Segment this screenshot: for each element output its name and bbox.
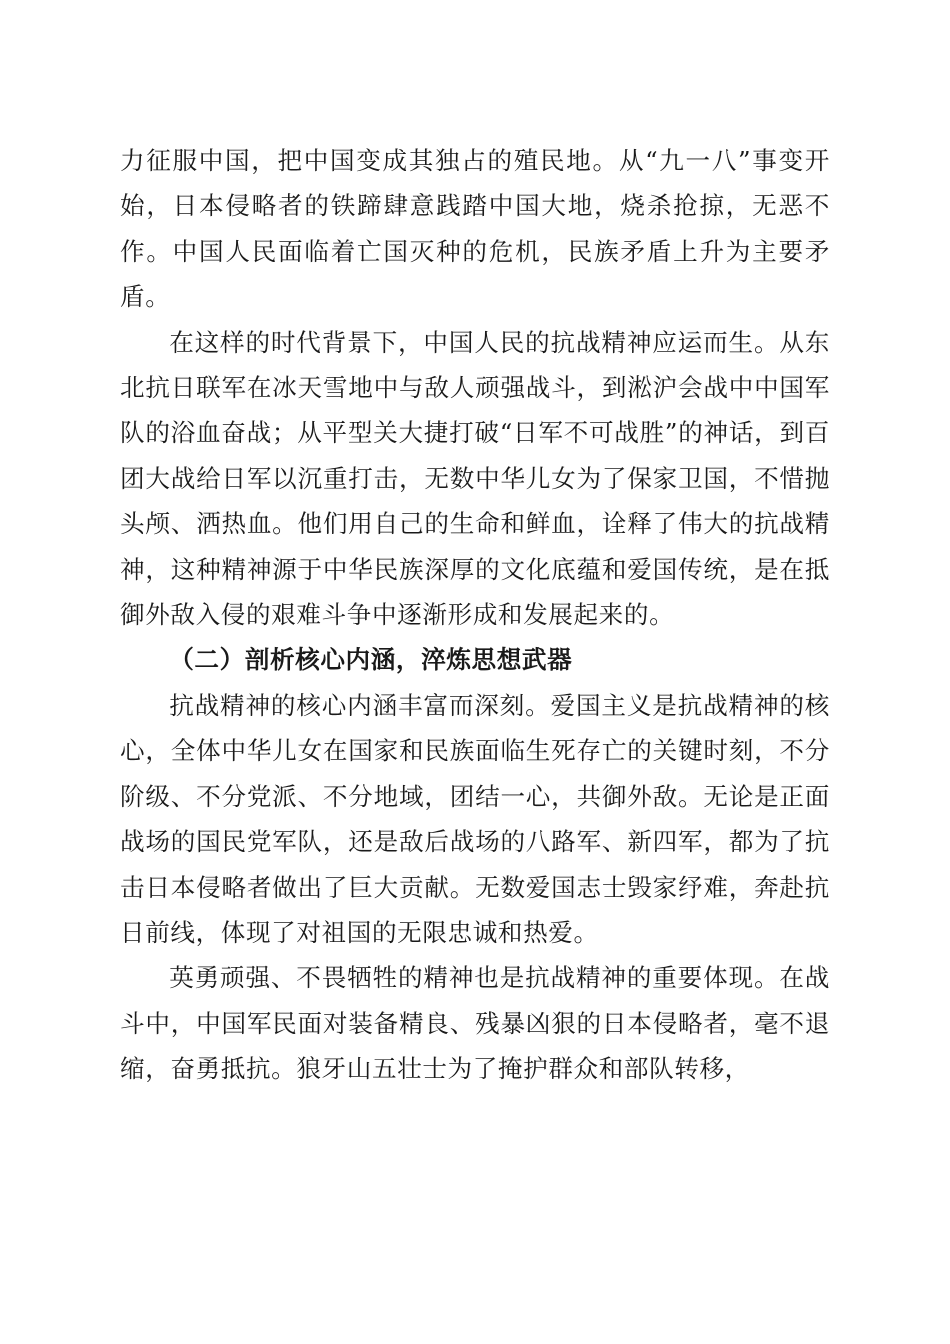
paragraph-core-connotation: 抗战精神的核心内涵丰富而深刻。爱国主义是抗战精神的核心，全体中华儿女在国家和民族面临生死存亡的关键时刻，不分阶级、不分党派、不分地域，团结一心，共御外敌。无论是正面战场的国民党军队，还是敌后战场的八路军、新四军，都为了抗击日本侵略者做出了巨大贡献。无数爱国志士毁家纾难，奔赴抗日前线，体现了对祖国的无限忠诚和热爱。 xyxy=(120,690,830,947)
document-body xyxy=(120,138,830,1092)
section-heading: （二）剖析核心内涵，淬炼思想武器 xyxy=(169,645,573,675)
paragraph-continuation: 力征服中国，把中国变成其独占的殖民地。从“九一八”事变开始，日本侵略者的铁蹄肆意践踏中国大地，烧杀抢掠，无恶不作。中国人民面临着亡国灭种的危机，民族矛盾上升为主要矛盾。 xyxy=(120,146,830,312)
paragraph-heroic-spirit: 英勇顽强、不畏牺牲的精神也是抗战精神的重要体现。在战斗中，中国军民面对装备精良、残暴凶狠的日本侵略者，毫不退缩，奋勇抵抗。狼牙山五壮士为了掩护群众和部队转移， xyxy=(120,963,830,1084)
paragraph-historical-background: 在这样的时代背景下，中国人民的抗战精神应运而生。从东北抗日联军在冰天雪地中与敌人顽强战斗，到淞沪会战中中国军队的浴血奋战；从平型关大捷打破“日军不可战胜”的神话，到百团大战给日军以沉重打击，无数中华儿女为了保家卫国，不惜抛头颅、洒热血。他们用自己的生命和鲜血，诠释了伟大的抗战精神，这种精神源于中华民族深厚的文化底蕴和爱国传统，是在抵御外敌入侵的艰难斗争中逐渐形成和发展起来的。 xyxy=(120,327,830,630)
